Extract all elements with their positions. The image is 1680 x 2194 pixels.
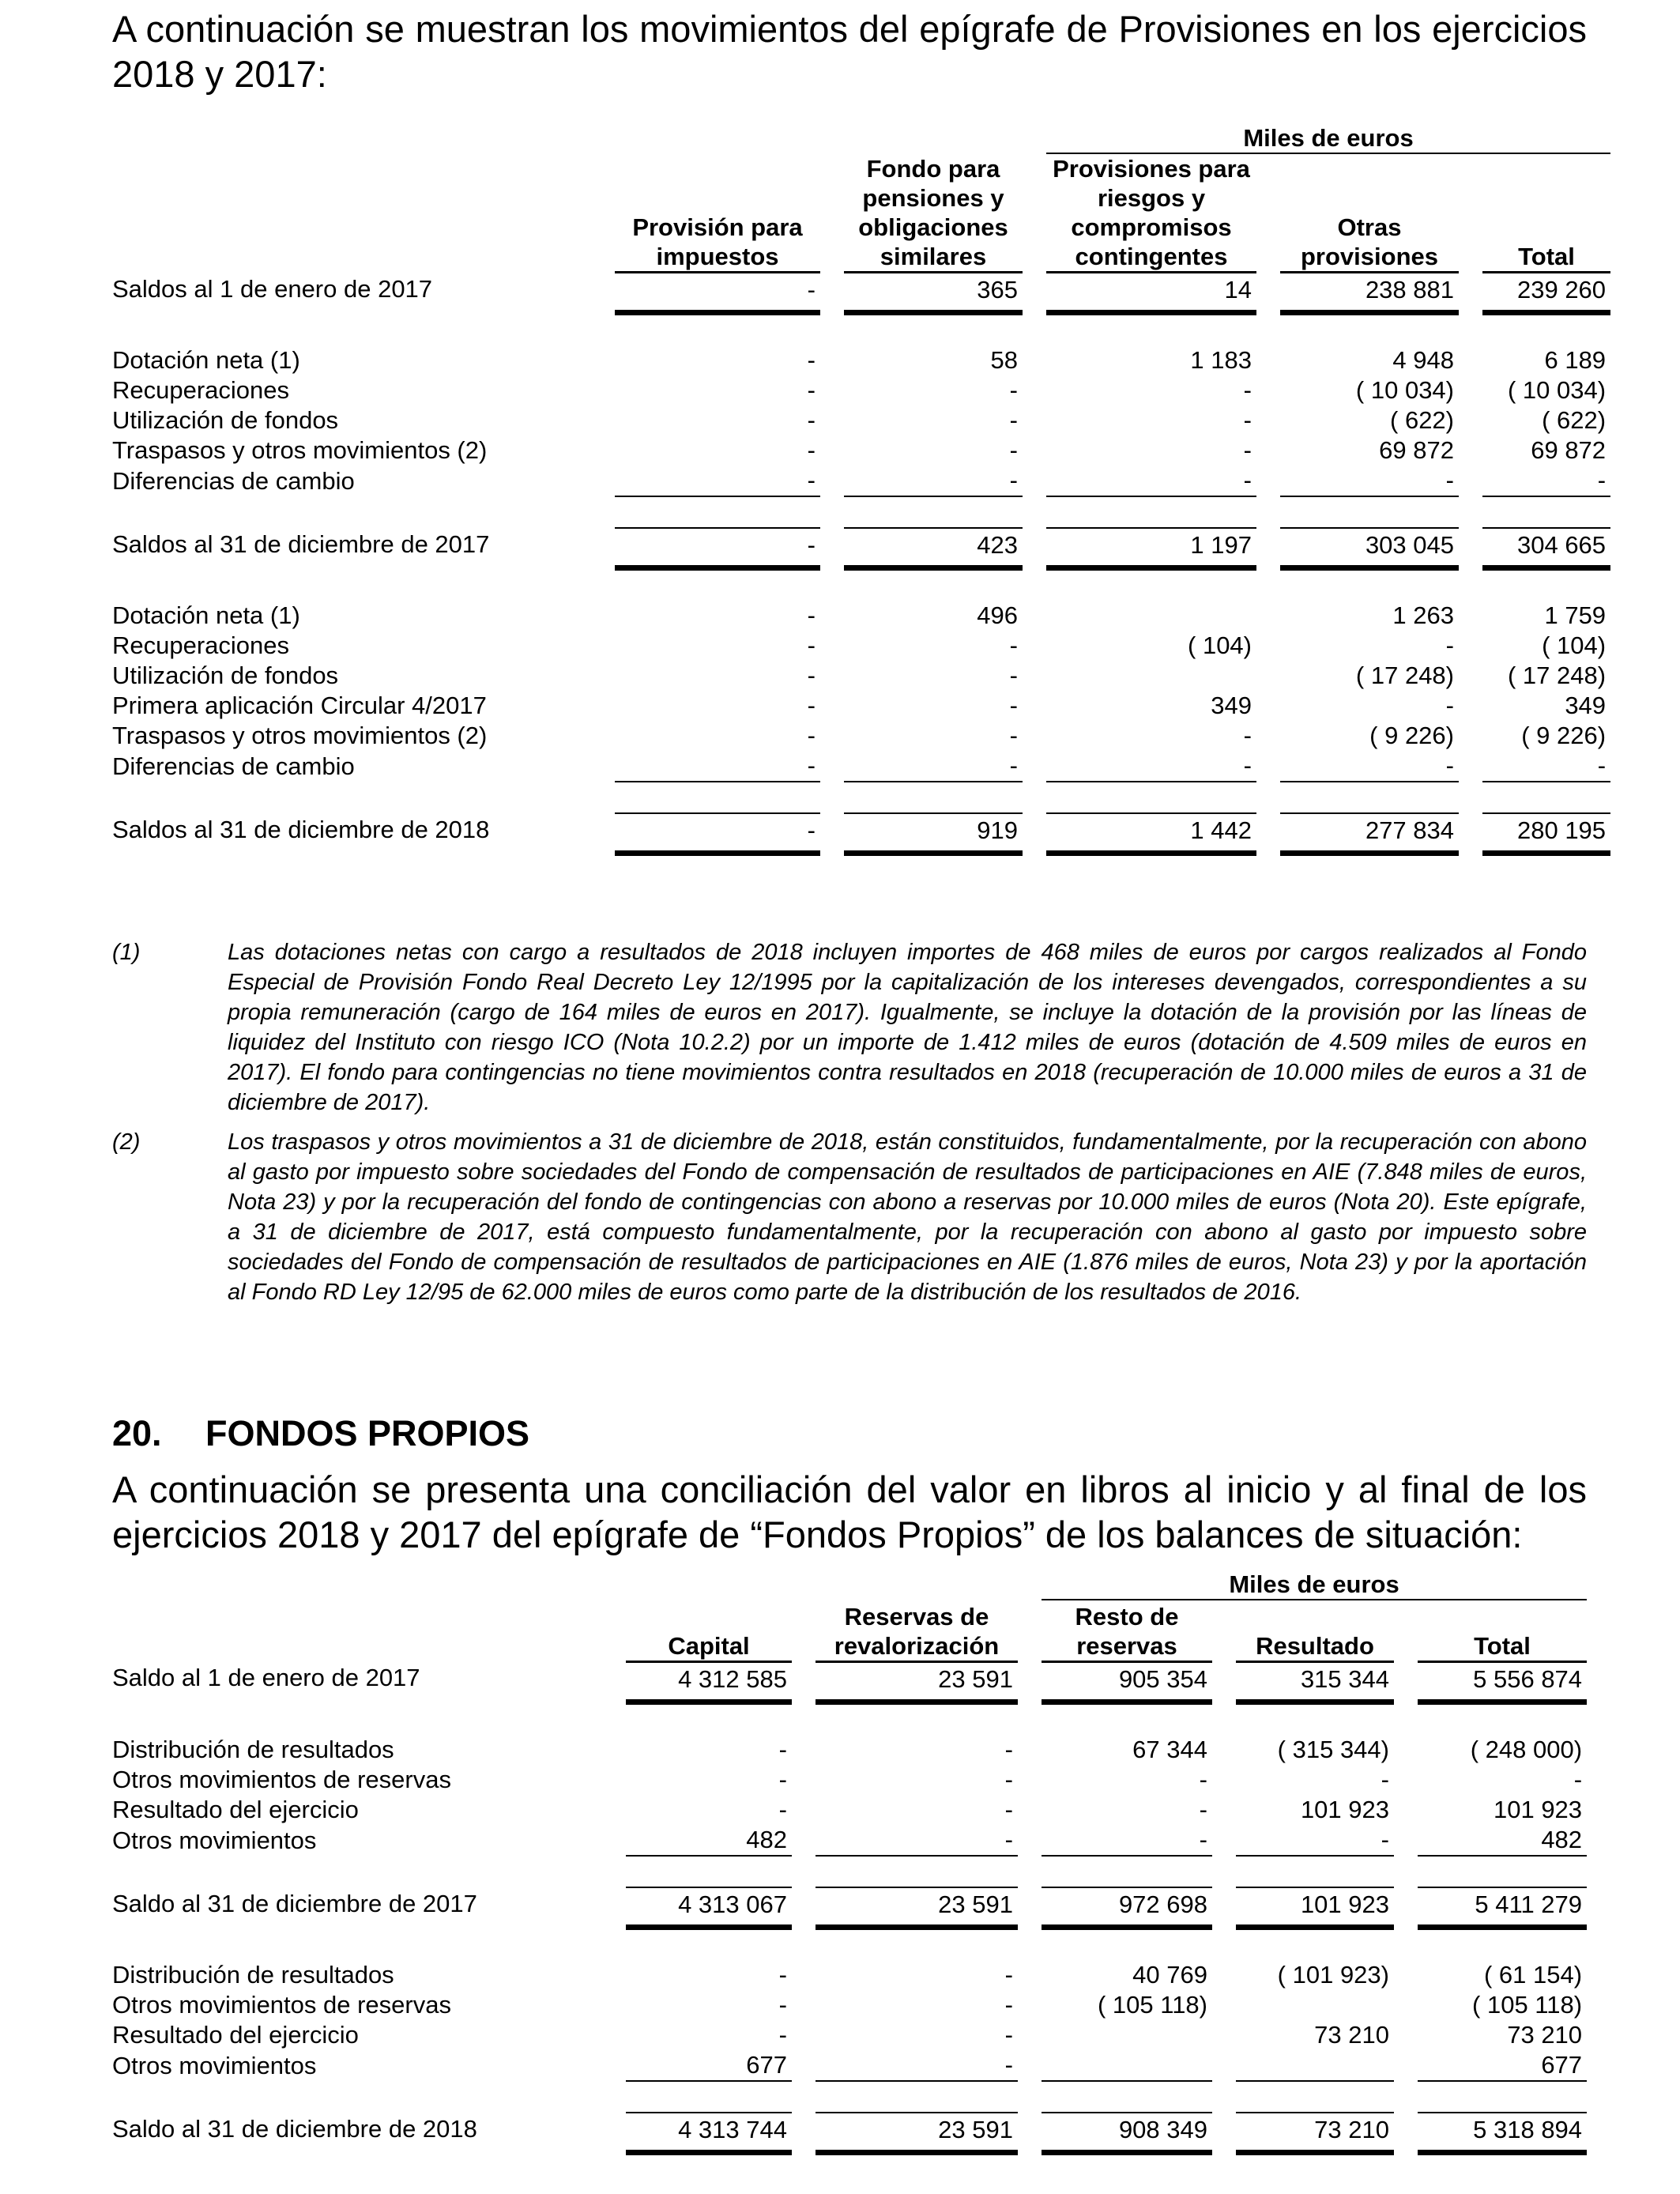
table-row (112, 2020, 1587, 2050)
cell-value: - (1243, 406, 1252, 434)
column-header: Provisiones para riesgos y compromisos contingentes (1046, 153, 1256, 273)
row-label: Saldos al 1 de enero de 2017 (112, 274, 433, 303)
cell-value: - (778, 2020, 787, 2049)
cell-value: 482 (626, 1825, 792, 1856)
cell-value: 239 260 (1482, 273, 1610, 313)
row-label: Saldos al 31 de diciembre de 2018 (112, 816, 490, 843)
row-label: Otros movimientos (112, 2051, 317, 2079)
cell-value: 5 556 874 (1418, 1661, 1587, 1702)
cell-value: ( 105 118) (1097, 1990, 1207, 2019)
cell-value: - (1009, 436, 1018, 464)
cell-value: 40 769 (1132, 1960, 1207, 1989)
row-label: Traspasos y otros movimientos (2) (112, 436, 488, 464)
cell-value: - (807, 601, 816, 629)
cell-value: 4 948 (1392, 346, 1454, 374)
cell-value: - (1004, 1990, 1013, 2019)
cell-value: 5 318 894 (1418, 2113, 1587, 2153)
cell-value: - (807, 631, 816, 659)
cell-value: 349 (1565, 692, 1607, 719)
cell-value: - (807, 346, 816, 374)
cell-value: - (778, 1735, 787, 1763)
intro-paragraph-provisiones: A continuación se muestran los movimientos del epígrafe de Provisiones en los ejercicios 2018 y 2017: (112, 8, 1587, 95)
table-row (112, 2050, 1587, 2081)
cell-value: 58 (990, 346, 1018, 374)
row-label: Diferencias de cambio (112, 467, 355, 495)
footnote (112, 1127, 1587, 1307)
row-label: Dotación neta (1) (112, 346, 300, 374)
cell-value: 101 923 (1300, 1795, 1389, 1823)
table-row (112, 273, 1610, 313)
cell-value: 972 698 (1042, 1887, 1212, 1928)
cell-value: - (1482, 751, 1610, 782)
cell-value: 482 (1418, 1825, 1587, 1856)
cell-value: 905 354 (1042, 1661, 1212, 1702)
cell-value: - (1199, 1795, 1207, 1823)
section-title: FONDOS PROPIOS (205, 1413, 530, 1453)
cell-value: - (615, 466, 820, 496)
cell-value: ( 104) (1542, 631, 1607, 659)
column-header: Reservas de revalorización (816, 1600, 1018, 1661)
cell-value: - (1199, 1765, 1207, 1793)
table-super-header: Miles de euros (1042, 1570, 1587, 1600)
cell-value: - (778, 1960, 787, 1989)
table-row (112, 751, 1610, 782)
row-label: Primera aplicación Circular 4/2017 (112, 692, 487, 719)
cell-value: - (1482, 466, 1610, 496)
cell-value: 6 189 (1544, 346, 1607, 374)
cell-value: - (1046, 466, 1256, 496)
cell-value (1236, 1990, 1394, 2020)
cell-value: ( 248 000) (1470, 1735, 1583, 1763)
table-row (112, 466, 1610, 496)
cell-value: - (844, 466, 1023, 496)
cell-value: ( 17 248) (1507, 662, 1607, 689)
cell-value (1046, 601, 1256, 631)
cell-value: - (1236, 1825, 1394, 1856)
cell-value: - (1445, 631, 1454, 659)
cell-value: ( 9 226) (1521, 722, 1607, 749)
cell-value: 1 197 (1046, 528, 1256, 568)
cell-value: 304 665 (1482, 528, 1610, 568)
cell-value: 677 (626, 2050, 792, 2081)
table-row (112, 528, 1610, 568)
cell-value: ( 61 154) (1483, 1960, 1583, 1989)
table-row (112, 1960, 1587, 1990)
cell-value: - (778, 1990, 787, 2019)
cell-value: - (1573, 1765, 1583, 1793)
column-header: Otras provisiones (1280, 153, 1459, 273)
table-row (112, 405, 1610, 435)
cell-value: - (807, 722, 816, 749)
cell-value: 349 (1211, 692, 1252, 719)
cell-value: 101 923 (1236, 1887, 1394, 1928)
cell-value: - (1243, 376, 1252, 404)
cell-value: 1 263 (1392, 601, 1454, 629)
row-label: Dotación neta (1) (112, 601, 300, 629)
cell-value (1046, 661, 1256, 691)
cell-value: - (778, 1765, 787, 1793)
cell-value: 73 210 (1314, 2020, 1389, 2049)
column-header: Fondo para pensiones y obligaciones similares (844, 153, 1023, 273)
cell-value: ( 101 923) (1277, 1960, 1389, 1989)
row-label: Recuperaciones (112, 376, 290, 404)
section-heading (112, 1413, 529, 1454)
table-row (112, 1765, 1587, 1795)
column-header: Total (1418, 1600, 1587, 1661)
cell-value: - (1009, 662, 1018, 689)
cell-value: - (615, 751, 820, 782)
table-row (112, 1887, 1587, 1928)
cell-value: ( 105 118) (1472, 1990, 1583, 2019)
cell-value: 73 210 (1507, 2020, 1583, 2049)
column-header: Provisión para impuestos (615, 153, 820, 273)
table-row (112, 1825, 1587, 1856)
cell-value: - (1009, 406, 1018, 434)
cell-value: - (1280, 466, 1459, 496)
fondos-propios-table (112, 1570, 1587, 2155)
row-label: Saldo al 31 de diciembre de 2018 (112, 2114, 477, 2143)
cell-value: - (1004, 2020, 1013, 2049)
footnote (112, 937, 1587, 1118)
table-row (112, 601, 1610, 631)
cell-value: ( 10 034) (1507, 376, 1607, 404)
table-row (112, 721, 1610, 751)
row-label: Saldos al 31 de diciembre de 2017 (112, 530, 490, 558)
cell-value: 1 183 (1190, 346, 1252, 374)
cell-value: 101 923 (1493, 1795, 1583, 1823)
cell-value: - (807, 662, 816, 689)
cell-value: 69 872 (1531, 436, 1607, 464)
row-label: Utilización de fondos (112, 406, 339, 434)
cell-value: - (1004, 1960, 1013, 1989)
cell-value: ( 9 226) (1369, 722, 1454, 749)
table-super-header: Miles de euros (1046, 123, 1610, 153)
cell-value: - (1243, 436, 1252, 464)
cell-value: - (807, 436, 816, 464)
cell-value: 496 (977, 601, 1018, 629)
cell-value: 280 195 (1482, 813, 1610, 854)
cell-value: - (615, 528, 820, 568)
footnote-mark: (1) (112, 940, 141, 965)
table-row (112, 813, 1610, 854)
cell-value: - (778, 1795, 787, 1823)
footnote-text: Las dotaciones netas con cargo a resultados de 2018 incluyen importes de 468 miles de euros por cargos realizados al Fondo Especial de Provisión Fondo Real Decreto Ley 12/1995 por la capitalización de los intereses devengados, correspondientes a su propia remuneración (cargo de 164 miles de euros en 2017). Igualmente, se incluye la dotación de la provisión por las líneas de liquidez del Instituto con riesgo ICO (Nota 10.2.2) por un importe de 1.412 miles de euros (dotación de 4.509 miles de euros en 2017). El fondo para contingencias no tiene movimientos contra resultados en 2018 (recuperación de 10.000 miles de euros a 31 de diciembre de 2017). (228, 940, 1587, 1115)
cell-value: 315 344 (1236, 1661, 1394, 1702)
cell-value: - (807, 406, 816, 434)
cell-value: - (807, 692, 816, 719)
cell-value: 23 591 (816, 1887, 1018, 1928)
cell-value: 365 (844, 273, 1023, 313)
table-row (112, 1990, 1587, 2020)
cell-value: - (1004, 1765, 1013, 1793)
cell-value (1236, 2050, 1394, 2081)
cell-value: - (1009, 631, 1018, 659)
row-label: Saldo al 31 de diciembre de 2017 (112, 1889, 477, 1917)
row-label: Traspasos y otros movimientos (2) (112, 722, 488, 749)
cell-value: - (807, 376, 816, 404)
cell-value: - (1381, 1765, 1389, 1793)
table-row (112, 1661, 1587, 1702)
footnote-mark: (2) (112, 1129, 141, 1155)
row-label: Distribución de resultados (112, 1960, 394, 1989)
cell-value: 5 411 279 (1418, 1887, 1587, 1928)
cell-value: - (1046, 751, 1256, 782)
cell-value: - (816, 2050, 1018, 2081)
cell-value: 4 313 744 (626, 2113, 792, 2153)
cell-value: 423 (844, 528, 1023, 568)
cell-value: - (1004, 1795, 1013, 1823)
cell-value: 277 834 (1280, 813, 1459, 854)
cell-value: 677 (1418, 2050, 1587, 2081)
cell-value: - (1280, 751, 1459, 782)
row-label: Otros movimientos de reservas (112, 1990, 451, 2019)
cell-value: - (615, 273, 820, 313)
column-header: Resto de reservas (1042, 1600, 1212, 1661)
cell-value: ( 622) (1542, 406, 1607, 434)
cell-value: - (1004, 1735, 1013, 1763)
footnotes (112, 937, 1587, 1317)
provisiones-table (112, 123, 1610, 856)
cell-value: 69 872 (1379, 436, 1454, 464)
cell-value: 908 349 (1042, 2113, 1212, 2153)
cell-value: - (1009, 376, 1018, 404)
cell-value: ( 104) (1188, 631, 1252, 659)
cell-value: - (1445, 692, 1454, 719)
cell-value: 238 881 (1280, 273, 1459, 313)
row-label: Recuperaciones (112, 631, 290, 659)
column-header: Total (1482, 153, 1610, 273)
table-row (112, 631, 1610, 661)
cell-value: 1 759 (1544, 601, 1607, 629)
row-label: Otros movimientos (112, 1826, 317, 1854)
row-label: Resultado del ejercicio (112, 1795, 359, 1823)
cell-value: ( 315 344) (1277, 1735, 1389, 1763)
table-row (112, 1795, 1587, 1825)
cell-value (1042, 2050, 1212, 2081)
cell-value: - (816, 1825, 1018, 1856)
cell-value: 303 045 (1280, 528, 1459, 568)
cell-value: ( 10 034) (1355, 376, 1454, 404)
cell-value: - (615, 813, 820, 854)
row-label: Utilización de fondos (112, 662, 339, 689)
table-row (112, 435, 1610, 466)
cell-value: - (844, 751, 1023, 782)
section-number: 20. (112, 1413, 162, 1453)
cell-value: 73 210 (1236, 2113, 1394, 2153)
table-row (112, 375, 1610, 405)
cell-value: - (1009, 692, 1018, 719)
cell-value: - (1042, 1825, 1212, 1856)
cell-value: 4 313 067 (626, 1887, 792, 1928)
footnote-text: Los traspasos y otros movimientos a 31 de diciembre de 2018, están constituidos, fundamentalmente, por la recuperación con abono al gasto por impuesto sobre sociedades del Fondo de compensación de resultados de participaciones en AIE (7.848 miles de euros, Nota 23) y por la recuperación del fondo de contingencias con abono a reservas por 10.000 miles de euros (Nota 20). Este epígrafe, a 31 de diciembre de 2017, está compuesto fundamentalmente, por la recuperación con abono al gasto por impuesto sobre sociedades del Fondo de compensación de resultados de participaciones en AIE (1.876 miles de euros, Nota 23) y por la aportación al Fondo RD Ley 12/95 de 62.000 miles de euros como parte de la distribución de los resultados de 2016. (228, 1129, 1587, 1305)
intro-paragraph-fondos-propios: A continuación se presenta una conciliación del valor en libros al inicio y al final de los ejercicios 2018 y 2017 del epígrafe de “Fondos Propios” de los balances de situación: (112, 1468, 1587, 1555)
cell-value: 919 (844, 813, 1023, 854)
cell-value: 67 344 (1132, 1735, 1207, 1763)
cell-value: - (1009, 722, 1018, 749)
cell-value (1042, 2020, 1212, 2050)
table-row (112, 661, 1610, 691)
table-row (112, 345, 1610, 375)
column-header: Resultado (1236, 1600, 1394, 1661)
cell-value: ( 622) (1390, 406, 1454, 434)
column-header: Capital (626, 1600, 792, 1661)
table-row (112, 2113, 1587, 2153)
row-label: Distribución de resultados (112, 1735, 394, 1763)
cell-value: ( 17 248) (1355, 662, 1454, 689)
table-row (112, 1735, 1587, 1765)
cell-value: 23 591 (816, 2113, 1018, 2153)
row-label: Diferencias de cambio (112, 752, 355, 780)
cell-value: 14 (1046, 273, 1256, 313)
cell-value: - (1243, 722, 1252, 749)
cell-value: 4 312 585 (626, 1661, 792, 1702)
cell-value: 23 591 (816, 1661, 1018, 1702)
row-label: Otros movimientos de reservas (112, 1765, 451, 1793)
table-row (112, 691, 1610, 721)
cell-value: 1 442 (1046, 813, 1256, 854)
row-label: Resultado del ejercicio (112, 2020, 359, 2049)
row-label: Saldo al 1 de enero de 2017 (112, 1664, 420, 1691)
